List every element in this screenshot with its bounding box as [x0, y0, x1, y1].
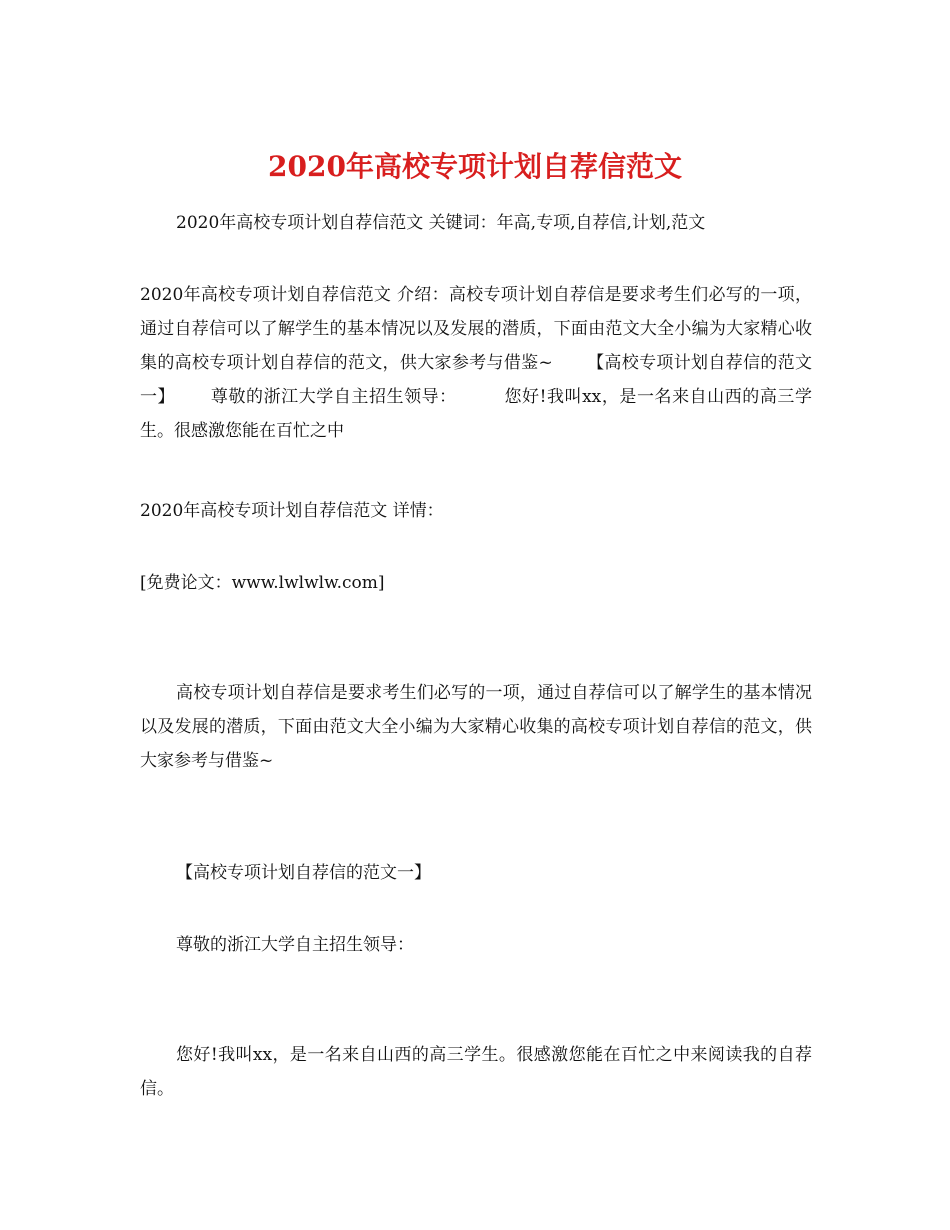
greeting-line: 尊敬的浙江大学自主招生领导： [176, 935, 414, 955]
body-paragraph-2: 您好!我叫xx，是一名来自山西的高三学生。很感激您能在百忙之中来阅读我的自荐信。 [140, 1045, 812, 1099]
keywords-line: 2020年高校专项计划自荐信范文 关键词：年高,专项,自荐信,计划,范文 [176, 213, 706, 233]
document-title: 2020年高校专项计划自荐信范文 [268, 149, 682, 183]
section-heading-1: 【高校专项计划自荐信的范文一】 [176, 863, 431, 883]
body-paragraph-1: 高校专项计划自荐信是要求考生们必写的一项，通过自荐信可以了解学生的基本情况以及发展的潜质，下面由范文大全小编为大家精心收集的高校专项计划自荐信的范文，供大家参考与借鉴~ [140, 683, 812, 771]
details-line: 2020年高校专项计划自荐信范文 详情： [140, 501, 444, 521]
intro-paragraph: 2020年高校专项计划自荐信范文 介绍：高校专项计划自荐信是要求考生们必写的一项，通过自荐信可以了解学生的基本情况以及发展的潜质，下面由范文大全小编为大家精心收集的高校专项计划自荐信的范文，供大家参考与借鉴~ 【高校专项计划自荐信的范文一】 尊敬的浙江大学自主招生领导： 您好!我叫xx，是一名来自山西的高三学生。很感激您能在百忙之中 [140, 285, 812, 441]
free-paper-line: [免费论文：www.lwlwlw.com] [140, 573, 385, 593]
